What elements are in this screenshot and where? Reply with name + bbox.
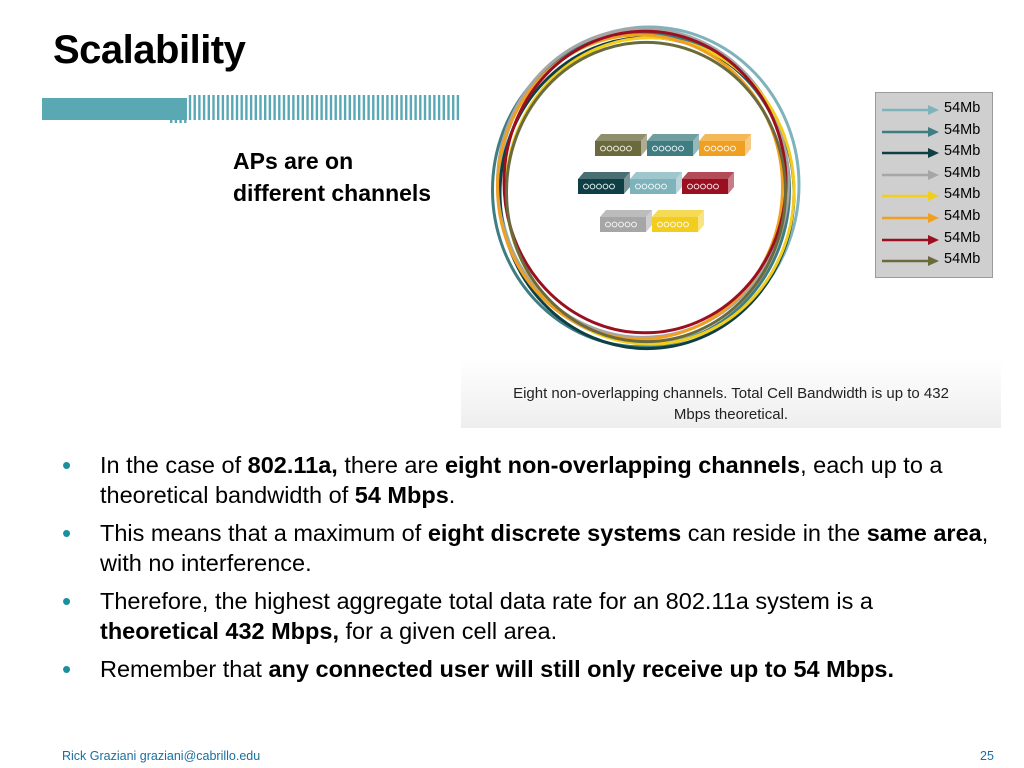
aps-note-line2: different channels: [233, 180, 432, 206]
bullet-text: there are: [337, 452, 445, 478]
bullet-item: [62, 450, 992, 510]
access-point-icon: [682, 172, 734, 194]
bullet-emphasis: same area: [866, 520, 982, 546]
legend-entry: [882, 142, 992, 162]
page-number: 25: [980, 749, 994, 763]
access-point-icon: [578, 172, 630, 194]
bullet-emphasis: eight non-overlapping channels: [444, 452, 801, 478]
arrow-icon: [882, 105, 940, 115]
slide-title: Scalability: [53, 28, 246, 72]
arrow-icon: [882, 235, 940, 245]
legend-label: 54Mb: [944, 143, 981, 160]
caption-line2: Mbps theoretical.: [673, 406, 789, 423]
bullet-dot-icon: •: [62, 586, 72, 616]
access-point-icon: [595, 134, 647, 156]
bullet-dot-icon: •: [62, 654, 72, 684]
access-point-icon: [600, 210, 652, 232]
legend-label: 54Mb: [944, 121, 981, 138]
legend-entry: [882, 229, 992, 249]
title-decorative-bar: [42, 95, 462, 123]
arrow-icon: [882, 127, 940, 137]
legend-entry: [882, 185, 992, 205]
arrow-icon: [882, 170, 940, 180]
arrow-icon: [882, 256, 940, 266]
legend-entry: [882, 250, 992, 270]
legend-label: 54Mb: [944, 186, 981, 203]
access-point-icon: [647, 134, 699, 156]
legend-label: 54Mb: [944, 100, 981, 116]
aps-note: [233, 145, 431, 209]
legend-label: 54Mb: [944, 251, 981, 268]
bullet-item: [62, 586, 992, 646]
legend-label: 54Mb: [944, 164, 981, 181]
legend-label: 54Mb: [944, 229, 981, 246]
footer-author: Rick Graziani graziani@cabrillo.edu: [62, 749, 261, 763]
arrow-icon: [882, 213, 940, 223]
bullet-dot-icon: •: [62, 518, 72, 548]
bullet-text: In the case of: [100, 452, 248, 478]
bullet-item: [62, 654, 992, 684]
caption-line1: Eight non-overlapping channels. Total Cell Bandwidth is up to 432: [513, 385, 949, 402]
diagram-caption: [461, 358, 1001, 428]
channel-overlap-diagram: [490, 16, 820, 361]
arrow-icon: [882, 148, 940, 158]
bullet-text: This means that a maximum of: [100, 520, 428, 546]
bullet-text: for a given cell area.: [339, 618, 558, 644]
bullet-text: .: [448, 482, 456, 508]
bullet-text: can reside in the: [681, 520, 867, 546]
bullet-item: [62, 518, 992, 578]
legend-entry: [882, 164, 992, 184]
access-point-icon: [652, 210, 704, 232]
bullet-emphasis: eight discrete systems: [427, 520, 682, 546]
bullet-text: Remember that: [100, 656, 269, 682]
bullet-dot-icon: •: [62, 450, 72, 480]
bullet-emphasis: 802.11a,: [247, 452, 338, 478]
access-point-icon: [699, 134, 751, 156]
bullet-text: Therefore, the highest aggregate total data rate for an 802.11a system is a: [100, 588, 873, 614]
legend-entry: [882, 207, 992, 227]
access-point-cluster: [578, 134, 751, 232]
bullet-text: , each up to a theoretical bandwidth of: [100, 452, 943, 508]
legend-entry: [882, 121, 992, 141]
bullet-text: , with no interference.: [100, 520, 989, 576]
channel-legend: [875, 92, 993, 278]
bullet-list: [62, 450, 992, 692]
arrow-icon: [882, 191, 940, 201]
aps-note-line1: APs are on: [233, 148, 354, 174]
bullet-emphasis: any connected user will still only receive up to 54 Mbps.: [268, 656, 895, 682]
bullet-emphasis: theoretical 432 Mbps,: [100, 618, 339, 644]
access-point-icon: [630, 172, 682, 194]
legend-label: 54Mb: [944, 208, 981, 224]
legend-entry: [882, 99, 992, 119]
bullet-emphasis: 54 Mbps: [354, 482, 449, 508]
